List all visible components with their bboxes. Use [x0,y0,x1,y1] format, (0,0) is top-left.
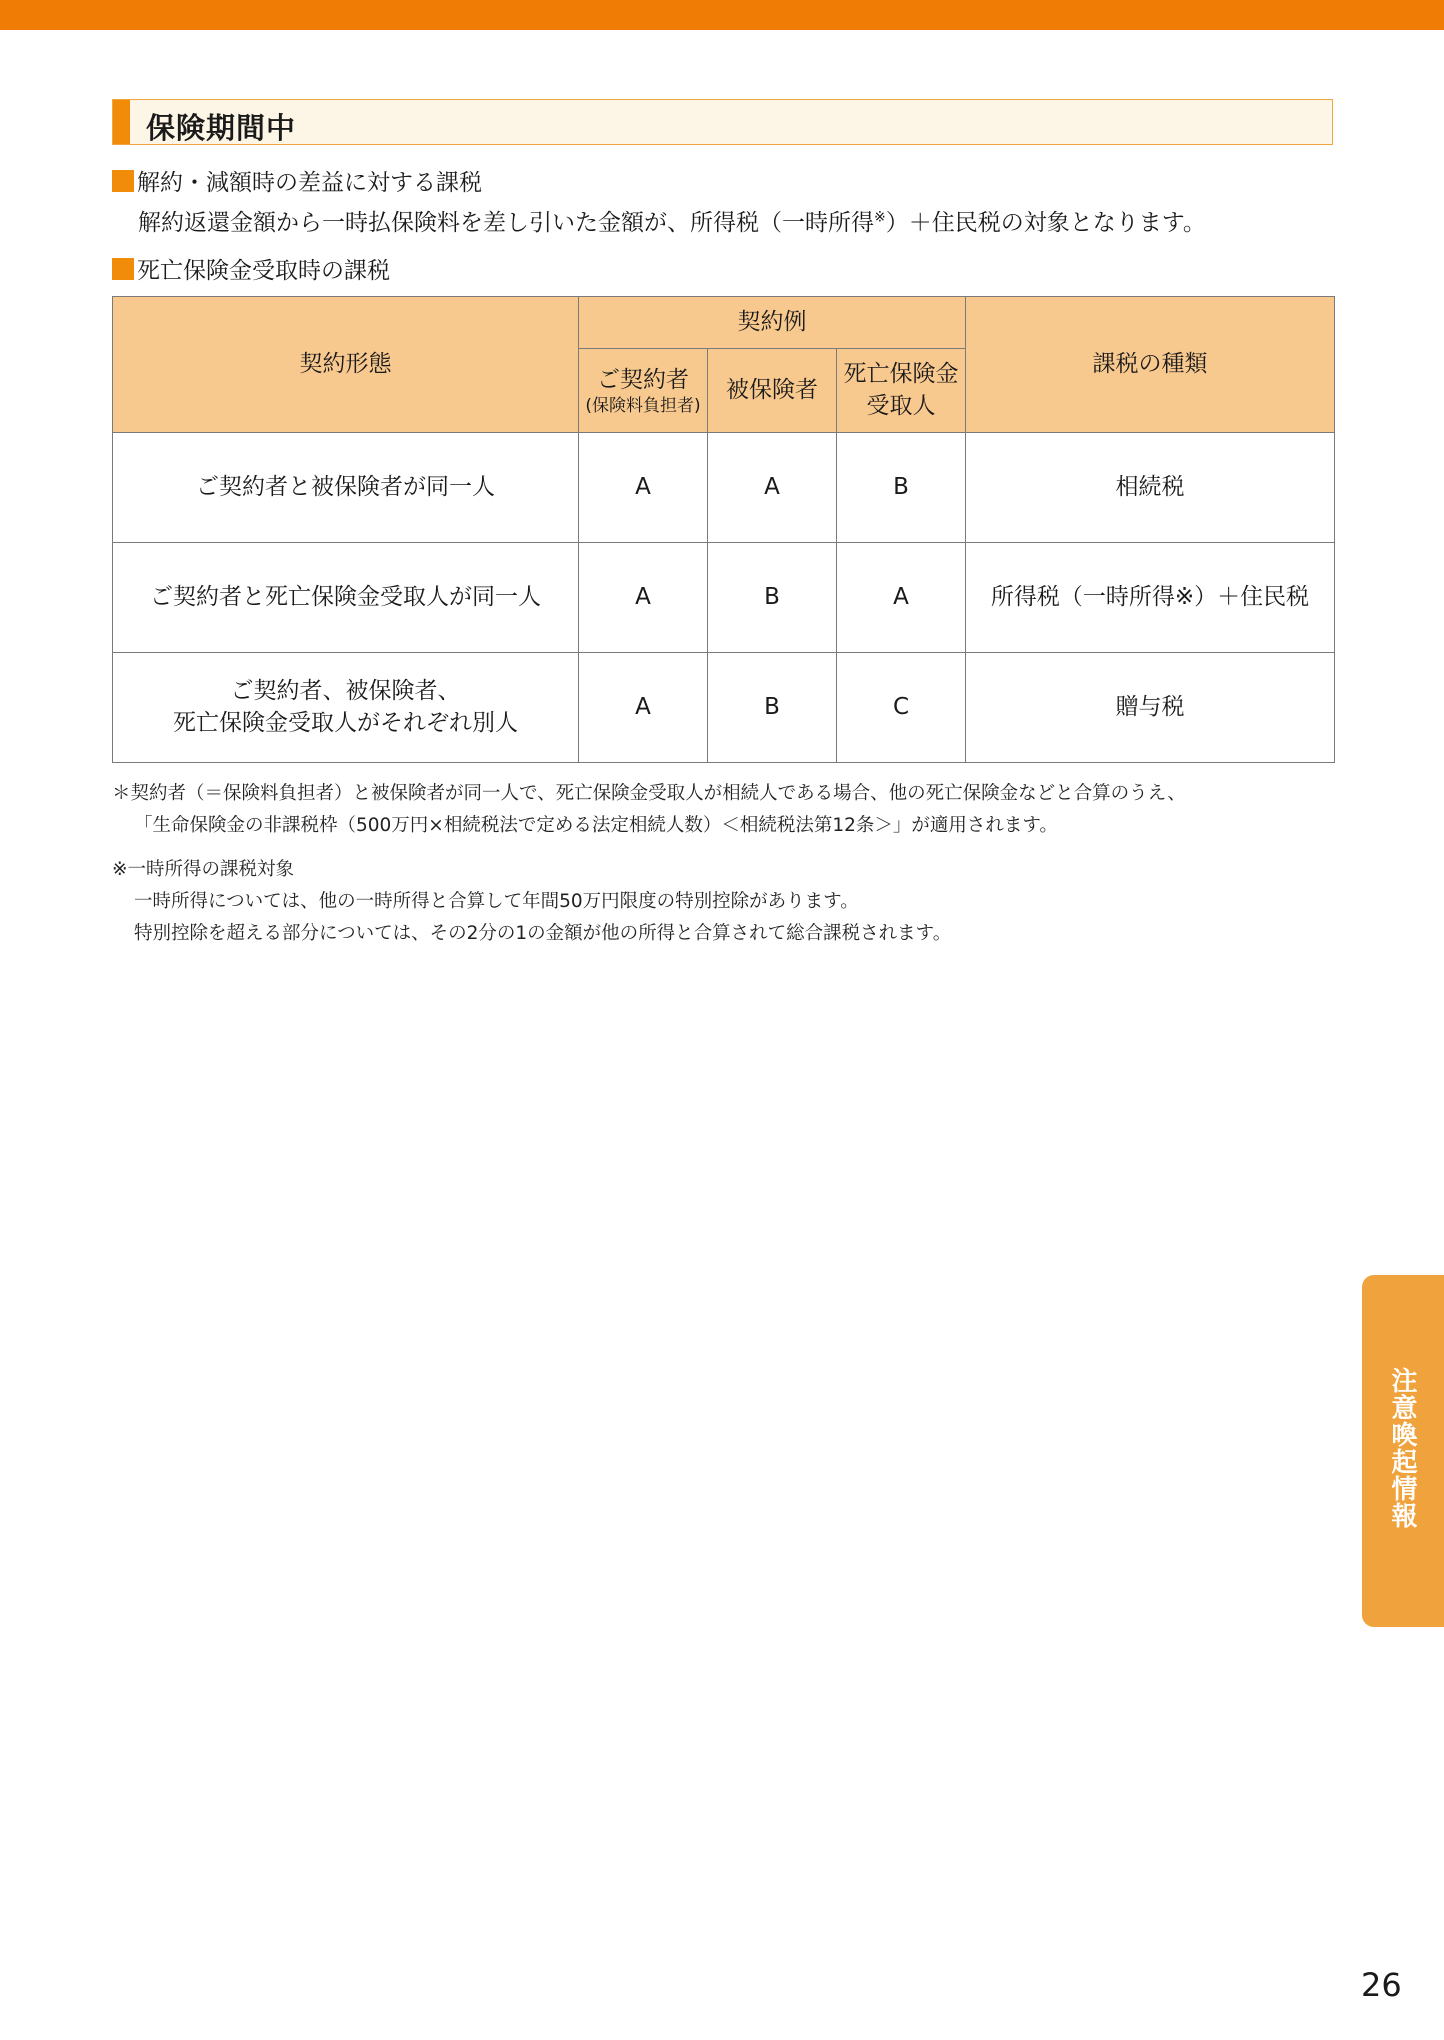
section-title: 保険期間中 [146,111,297,145]
cell-insured: A [708,433,837,543]
description-tail: ）＋住民税の対象となります。 [885,210,1206,236]
cell-tax-type: 贈与税 [966,653,1335,763]
table-row [113,543,1335,653]
header-insured: 被保険者 [708,349,837,433]
section-heading [112,99,1333,145]
asterisk-note [112,778,1186,842]
header-contractor-sub: (保険料負担者) [585,395,701,416]
subheading-text: 解約・減額時の差益に対する課税 [137,170,482,196]
header-contract-form: 契約形態 [113,297,579,433]
header-tax-type: 課税の種類 [966,297,1335,433]
description-main: 解約返還金額から一時払保険料を差し引いた金額が、所得税（一時所得 [138,210,874,236]
top-accent-bar [0,0,1444,30]
table-row [113,653,1335,763]
cell-contractor: A [579,433,708,543]
cell-tax-type: 所得税（一時所得※）＋住民税 [966,543,1335,653]
cell-contractor: A [579,543,708,653]
kome-note [112,854,951,950]
kome-note-line1: 一時所得については、他の一時所得と合算して年間50万円限度の特別控除があります。 [134,891,859,912]
square-bullet-icon [112,170,134,192]
kome-note-title: ※一時所得の課税対象 [112,859,295,880]
header-beneficiary-line2: 受取人 [866,392,936,419]
header-contractor [579,349,708,433]
cell-beneficiary: B [837,433,966,543]
subheading-surrender-tax [112,164,482,197]
cell-insured: B [708,653,837,763]
cell-contract-form-line1: ご契約者、被保険者、 [230,678,461,705]
square-bullet-icon [112,258,134,280]
kome-note-line2: 特別控除を超える部分については、その2分の1の金額が他の所得と合算されて総合課税されます。 [134,923,952,944]
cell-contract-form: ご契約者と死亡保険金受取人が同一人 [113,543,579,653]
section-heading-accent [113,100,130,144]
header-contract-example: 契約例 [579,297,966,349]
header-contractor-label: ご契約者 [597,366,689,393]
cell-contractor: A [579,653,708,763]
header-beneficiary-line1: 死亡保険金 [843,361,959,388]
cell-contract-form [113,653,579,763]
table-row [113,433,1335,543]
cell-contract-form: ご契約者と被保険者が同一人 [113,433,579,543]
death-benefit-tax-table [112,296,1335,763]
asterisk-note-line1: ＊契約者（＝保険料負担者）と被保険者が同一人で、死亡保険金受取人が相続人である場合、他の死亡保険金などと合算のうえ、 [112,783,1186,804]
header-beneficiary [837,349,966,433]
cell-beneficiary: A [837,543,966,653]
cell-beneficiary: C [837,653,966,763]
cell-tax-type: 相続税 [966,433,1335,543]
cell-contract-form-line2: 死亡保険金受取人がそれぞれ別人 [173,709,518,736]
surrender-tax-description [138,204,1206,237]
subheading-text: 死亡保険金受取時の課税 [137,258,390,284]
side-index-tab[interactable] [1362,1275,1444,1627]
page-number: 26 [1361,1966,1402,2004]
cell-insured: B [708,543,837,653]
asterisk-note-line2: 「生命保険金の非課税枠（500万円×相続税法で定める法定相続人数）＜相続税法第12条＞」が適用されます。 [134,815,1058,836]
description-mark: ※ [874,209,886,226]
subheading-death-benefit-tax [112,252,390,285]
side-tab-label: 注意喚起情報 [1387,1367,1417,1529]
